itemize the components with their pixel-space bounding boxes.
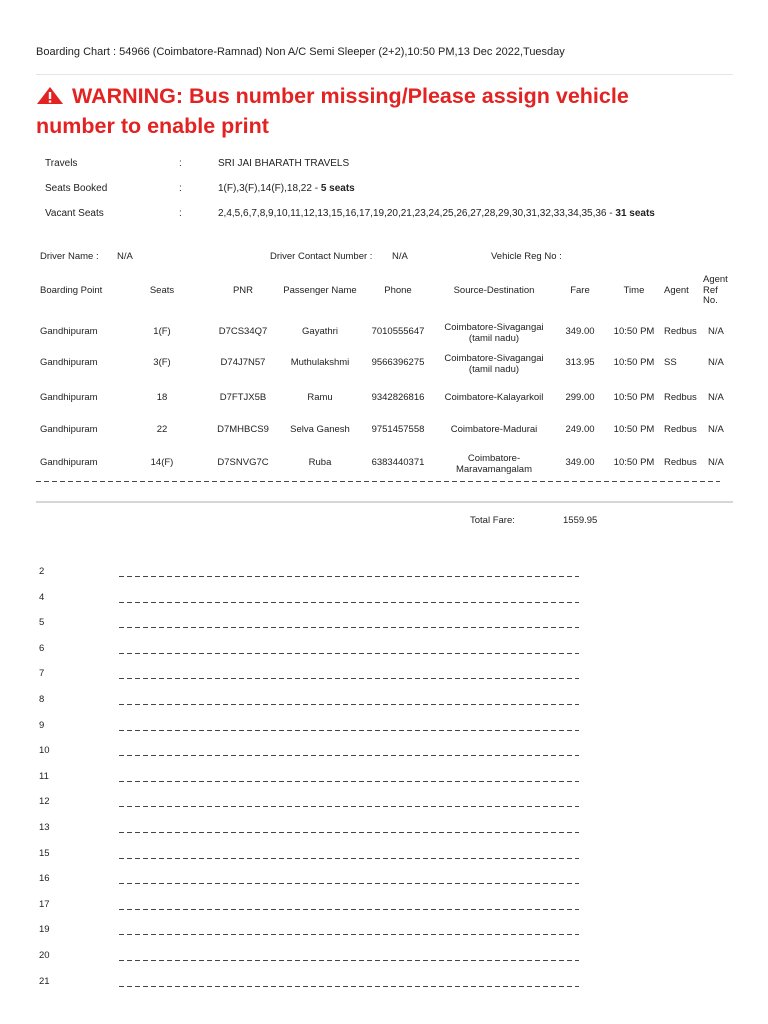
vacant-seat-number: 8 [39, 694, 45, 705]
vacant-seats-list: 2,4,5,6,7,8,9,10,11,12,13,15,16,17,19,20,21,23,24,25,26,27,28,29,30,31,32,33,34,35,36 - [218, 208, 616, 219]
cell-time: 10:50 PM [613, 457, 655, 468]
col-header-source-destination: Source-Destination [453, 285, 535, 296]
vacant-seat-number: 7 [39, 668, 45, 679]
seats-booked-value [218, 183, 355, 194]
cell-name: Selva Ganesh [290, 424, 350, 435]
cell-phone: 9751457558 [371, 424, 425, 435]
cell-boarding: Gandhipuram [40, 326, 98, 337]
cell-pnr: D7MHBCS9 [217, 424, 269, 435]
vacant-seat-dashed-line [119, 678, 579, 679]
cell-seat: 22 [156, 424, 168, 435]
cell-pnr: D7SNVG7C [217, 457, 269, 468]
route-line1: Coimbatore- [467, 453, 521, 464]
vacant-seat-number: 10 [39, 745, 50, 756]
vacant-seat-number: 19 [39, 924, 50, 935]
seats-booked-list: 1(F),3(F),14(F),18,22 - [218, 183, 321, 194]
col-header-agent: Agent [664, 285, 689, 296]
vacant-seat-number: 21 [39, 976, 50, 987]
vacant-seat-number: 5 [39, 617, 45, 628]
vacant-seat-dashed-line [119, 781, 579, 782]
vacant-seat-number: 20 [39, 950, 50, 961]
vacant-seat-dashed-line [119, 704, 579, 705]
cell-boarding: Gandhipuram [40, 424, 98, 435]
driver-contact-label: Driver Contact Number : [270, 251, 373, 262]
cell-agent: Redbus [664, 424, 697, 435]
cell-pnr: D7FTJX5B [219, 392, 267, 403]
cell-source-destination [436, 353, 552, 375]
vacant-seats-colon: : [179, 208, 182, 219]
col-header-pnr: PNR [232, 285, 254, 296]
cell-fare: 313.95 [565, 357, 595, 368]
vacant-seat-dashed-line [119, 986, 579, 987]
total-fare-value: 1559.95 [563, 515, 598, 526]
cell-seat: 1(F) [153, 326, 171, 337]
warning-triangle-icon [36, 84, 64, 112]
table-bottom-rule [36, 501, 733, 503]
vacant-seat-dashed-line [119, 730, 579, 731]
vacant-seat-dashed-line [119, 934, 579, 935]
vacant-seat-number: 16 [39, 873, 50, 884]
cell-seat: 18 [156, 392, 168, 403]
seats-booked-label: Seats Booked [45, 183, 108, 194]
cell-time: 10:50 PM [613, 424, 655, 435]
cell-agent: SS [664, 357, 677, 368]
travels-label: Travels [45, 158, 78, 169]
cell-boarding: Gandhipuram [40, 392, 98, 403]
vacant-seat-number: 12 [39, 796, 50, 807]
warning-text-line2: number to enable print [36, 114, 269, 138]
cell-source-destination [436, 392, 552, 403]
vacant-seat-dashed-line [119, 653, 579, 654]
cell-phone: 6383440371 [371, 457, 425, 468]
warning-message [36, 82, 726, 140]
col-header-agent-ref [703, 275, 728, 307]
cell-agent: Redbus [664, 392, 697, 403]
cell-agent: Redbus [664, 457, 697, 468]
cell-pnr: D7CS34Q7 [218, 326, 268, 337]
vacant-seat-dashed-line [119, 858, 579, 859]
route-line1: Coimbatore-Sivagangai [444, 353, 544, 364]
vacant-seat-number: 17 [39, 899, 50, 910]
cell-fare: 349.00 [565, 326, 595, 337]
cell-time: 10:50 PM [613, 326, 655, 337]
cell-ref: N/A [708, 326, 724, 337]
col-header-time: Time [623, 285, 645, 296]
cell-name: Muthulakshmi [290, 357, 350, 368]
cell-ref: N/A [708, 424, 724, 435]
header-divider [36, 74, 733, 75]
travels-value: SRI JAI BHARATH TRAVELS [218, 158, 350, 169]
cell-source-destination [436, 453, 552, 475]
vacant-seat-number: 4 [39, 592, 45, 603]
route-line1: Coimbatore-Sivagangai [444, 322, 544, 333]
driver-contact-value: N/A [392, 251, 408, 262]
route-line2: (tamil nadu) [468, 364, 520, 375]
cell-name: Ruba [308, 457, 332, 468]
cell-ref: N/A [708, 357, 724, 368]
cell-seat: 3(F) [153, 357, 171, 368]
travels-colon: : [179, 158, 182, 169]
driver-name-label: Driver Name : [40, 251, 99, 262]
warning-text-line1: WARNING: Bus number missing/Please assign vehicle [72, 84, 629, 108]
vacant-seats-value [218, 208, 655, 219]
cell-source-destination [436, 424, 552, 435]
col-header-passenger-name: Passenger Name [283, 285, 357, 296]
driver-name-value: N/A [117, 251, 133, 262]
vacant-seat-dashed-line [119, 627, 579, 628]
cell-boarding: Gandhipuram [40, 357, 98, 368]
cell-name: Ramu [307, 392, 333, 403]
vacant-seats-label: Vacant Seats [45, 208, 104, 219]
cell-pnr: D74J7N57 [220, 357, 266, 368]
agent-ref-line3: No. [703, 295, 718, 306]
cell-ref: N/A [708, 457, 724, 468]
cell-time: 10:50 PM [613, 357, 655, 368]
table-dashed-divider [36, 481, 720, 482]
cell-fare: 249.00 [565, 424, 595, 435]
cell-time: 10:50 PM [613, 392, 655, 403]
vacant-seats-count: 31 seats [615, 208, 655, 219]
seats-booked-colon: : [179, 183, 182, 194]
cell-phone: 9342826816 [371, 392, 425, 403]
route-line2: (tamil nadu) [468, 333, 520, 344]
vacant-seat-number: 13 [39, 822, 50, 833]
cell-source-destination [436, 322, 552, 344]
vacant-seat-dashed-line [119, 960, 579, 961]
cell-phone: 7010555647 [371, 326, 425, 337]
col-header-phone: Phone [384, 285, 412, 296]
cell-fare: 299.00 [565, 392, 595, 403]
cell-agent: Redbus [664, 326, 697, 337]
cell-boarding: Gandhipuram [40, 457, 98, 468]
cell-ref: N/A [708, 392, 724, 403]
cell-name: Gayathri [302, 326, 338, 337]
vacant-seat-number: 15 [39, 848, 50, 859]
vacant-seat-dashed-line [119, 883, 579, 884]
col-header-fare: Fare [570, 285, 590, 296]
vacant-seat-number: 9 [39, 720, 45, 731]
agent-ref-line2: Ref [703, 284, 718, 296]
seats-booked-count: 5 seats [320, 183, 355, 194]
col-header-seats: Seats [149, 285, 175, 296]
vacant-seat-dashed-line [119, 832, 579, 833]
col-header-boarding-point: Boarding Point [40, 285, 103, 296]
vacant-seat-number: 2 [39, 566, 45, 577]
vacant-seat-dashed-line [119, 806, 579, 807]
vacant-seat-number: 11 [39, 771, 49, 782]
vehicle-reg-label: Vehicle Reg No : [491, 251, 562, 262]
vacant-seat-number: 6 [39, 643, 45, 654]
cell-phone: 9566396275 [371, 357, 425, 368]
route-line1: Coimbatore-Kalayarkoil [444, 392, 544, 403]
boarding-chart-title: Boarding Chart : 54966 (Coimbatore-Ramnad) Non A/C Semi Sleeper (2+2),10:50 PM,13 Dec 2022,Tuesday [36, 46, 565, 58]
agent-ref-line1: Agent [703, 274, 728, 285]
vacant-seat-dashed-line [119, 576, 579, 577]
cell-fare: 349.00 [565, 457, 595, 468]
cell-seat: 14(F) [150, 457, 174, 468]
route-line1: Coimbatore-Madurai [450, 424, 538, 435]
vacant-seat-dashed-line [119, 909, 579, 910]
route-line2: Maravamangalam [455, 464, 533, 475]
vacant-seat-dashed-line [119, 755, 579, 756]
vacant-seat-dashed-line [119, 602, 579, 603]
total-fare-label: Total Fare: [470, 515, 515, 526]
